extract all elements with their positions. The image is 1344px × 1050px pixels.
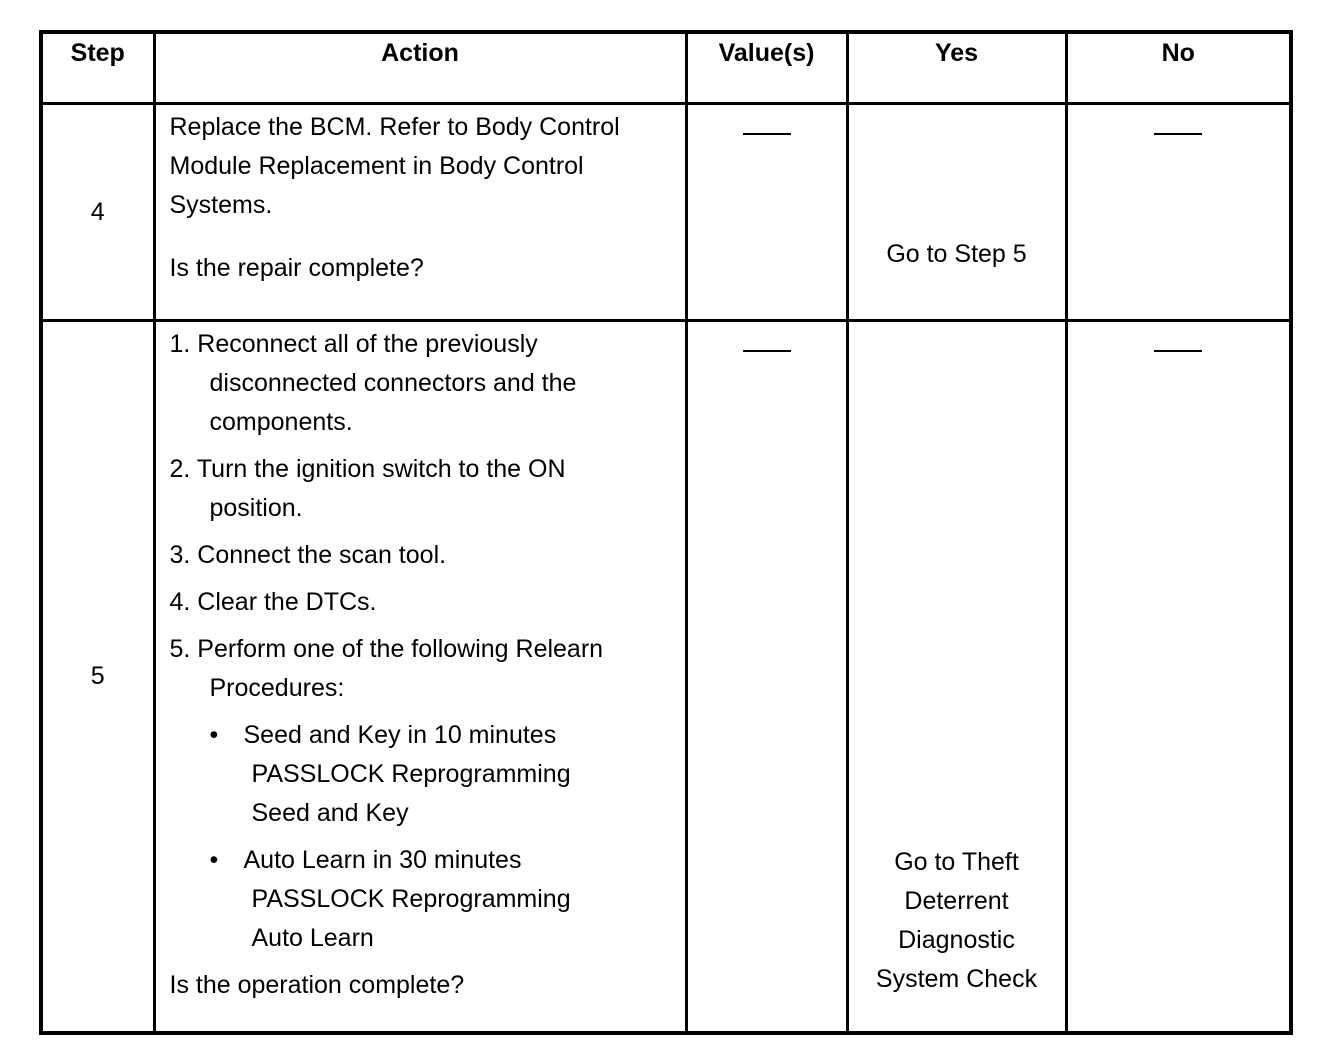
bullet-item	[170, 716, 677, 833]
bullet-icon: •	[209, 721, 219, 749]
action-question: Is the operation complete?	[169, 971, 465, 999]
action-cell	[154, 321, 686, 1034]
table-row-step-5	[41, 321, 1291, 1034]
action-line: Systems.	[169, 191, 273, 219]
numbered-item-continuation: position.	[209, 494, 303, 522]
empty-no-dash	[1154, 133, 1202, 135]
header-row	[41, 32, 1291, 104]
numbered-item-text: 4. Clear the DTCs.	[169, 588, 377, 616]
numbered-item	[170, 450, 677, 528]
yes-outcome-line: System Check	[875, 965, 1038, 993]
header-yes: Yes	[847, 32, 1066, 104]
diagnostic-table	[39, 30, 1293, 1035]
bullet-continuation: PASSLOCK Reprogramming	[251, 760, 571, 788]
yes-outcome: Go to Step 5	[886, 240, 1027, 268]
numbered-item-text: 2. Turn the ignition switch to the ON	[169, 455, 566, 483]
action-line: Module Replacement in Body Control	[169, 152, 584, 180]
no-cell	[1066, 321, 1291, 1034]
bullet-continuation: Seed and Key	[251, 799, 409, 827]
numbered-item	[170, 583, 677, 622]
no-cell	[1066, 104, 1291, 321]
numbered-item-continuation: Procedures:	[209, 674, 345, 702]
numbered-item	[170, 325, 677, 442]
yes-outcome-line: Deterrent	[904, 887, 1009, 915]
value-cell	[686, 104, 847, 321]
yes-cell	[847, 321, 1066, 1034]
yes-cell	[847, 104, 1066, 321]
empty-no-dash	[1154, 350, 1202, 352]
empty-value-dash	[743, 350, 791, 352]
bullet-continuation: Auto Learn	[251, 924, 374, 952]
numbered-item-text: 1. Reconnect all of the previously	[169, 330, 538, 358]
empty-value-dash	[743, 133, 791, 135]
bullet-text: Seed and Key in 10 minutes	[243, 721, 557, 749]
action-cell	[154, 104, 686, 321]
numbered-item	[170, 630, 677, 708]
header-action: Action	[154, 32, 686, 104]
step-number: 4	[41, 104, 154, 321]
paragraph-gap	[170, 225, 677, 249]
numbered-item-continuation: disconnected connectors and the	[209, 369, 577, 397]
table-row-step-4	[41, 104, 1291, 321]
step-number: 5	[41, 321, 154, 1034]
numbered-item	[170, 536, 677, 575]
bullet-text: Auto Learn in 30 minutes	[243, 846, 522, 874]
header-values: Value(s)	[686, 32, 847, 104]
value-cell	[686, 321, 847, 1034]
bullet-item	[170, 841, 677, 958]
bullet-continuation: PASSLOCK Reprogramming	[251, 885, 571, 913]
numbered-item-text: 5. Perform one of the following Relearn	[169, 635, 604, 663]
header-no: No	[1066, 32, 1291, 104]
yes-outcome	[849, 843, 1065, 999]
yes-outcome-line: Diagnostic	[898, 926, 1015, 954]
numbered-item-continuation: components.	[209, 408, 353, 436]
numbered-item-text: 3. Connect the scan tool.	[169, 541, 447, 569]
action-question: Is the repair complete?	[169, 254, 424, 282]
header-step: Step	[41, 32, 154, 104]
yes-outcome-line: Go to Theft	[894, 848, 1019, 876]
bullet-icon: •	[209, 846, 219, 874]
action-line: Replace the BCM. Refer to Body Control	[169, 113, 620, 141]
